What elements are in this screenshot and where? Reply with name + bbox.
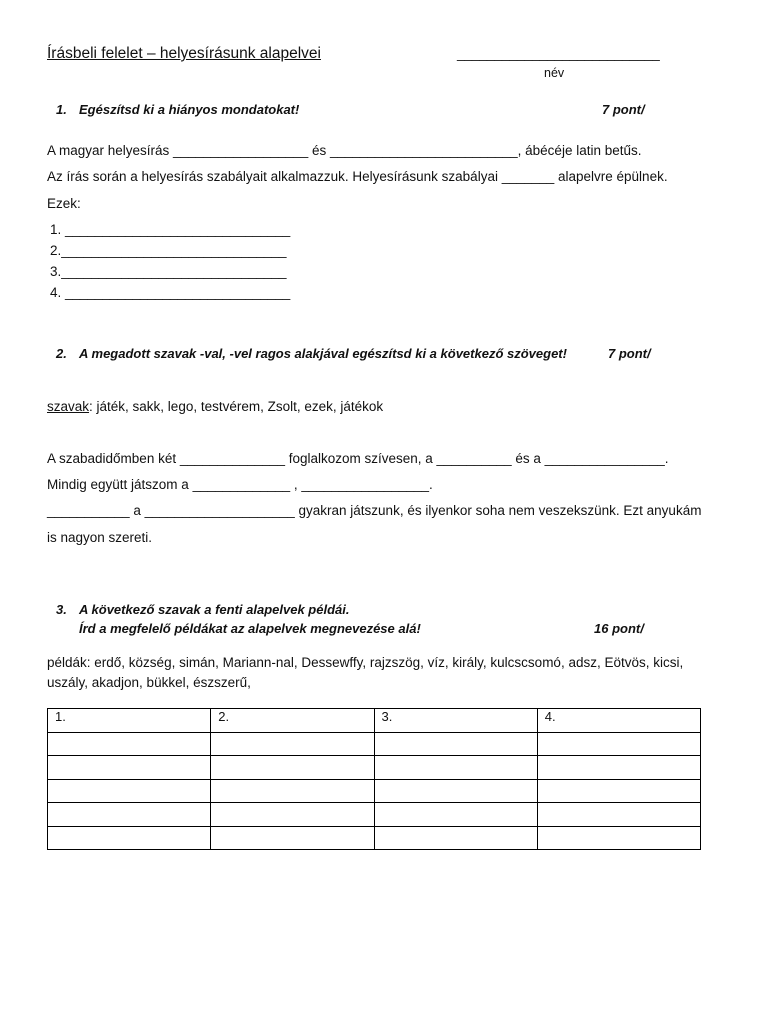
table-cell[interactable] — [374, 756, 537, 780]
name-blank[interactable]: ___________________________ — [457, 46, 660, 61]
task3-instruction-1: A következő szavak a fenti alapelvek példái. — [79, 602, 350, 617]
table-header-row — [48, 709, 701, 733]
task2-words-label: szavak — [47, 399, 90, 414]
table-cell[interactable] — [537, 756, 700, 780]
table-cell[interactable] — [211, 779, 374, 803]
table-cell[interactable] — [374, 803, 537, 827]
table-cell[interactable] — [537, 779, 700, 803]
task3-examples-line1: példák: erdő, község, simán, Mariann-nal, Dessewffy, rajzszög, víz, király, kulcscsomó, adsz, Eötvös, kicsi, — [47, 655, 684, 670]
task3-examples-line2: uszály, akadjon, bükkel, észszerű, — [47, 675, 251, 690]
task1-list-item-2[interactable]: 2.______________________________ — [50, 243, 287, 258]
table-cell[interactable] — [48, 803, 211, 827]
table-cell[interactable] — [374, 732, 537, 756]
task1-list-item-3[interactable]: 3.______________________________ — [50, 264, 287, 279]
table-cell[interactable] — [537, 826, 700, 850]
table-row — [48, 779, 701, 803]
table-row — [48, 756, 701, 780]
task1-list-item-4[interactable]: 4. ______________________________ — [50, 285, 291, 300]
task3-points: 16 pont/ — [594, 621, 644, 636]
table-header-cell-1: 1. — [48, 709, 211, 733]
name-label: név — [544, 66, 565, 80]
task2-words-list: : játék, sakk, lego, testvérem, Zsolt, ezek, játékok — [89, 399, 384, 414]
task1-ezek-label: Ezek: — [47, 196, 81, 211]
table-cell[interactable] — [48, 756, 211, 780]
task3-number: 3. — [56, 602, 67, 617]
task1-sentence1[interactable]: A magyar helyesírás __________________ és _________________________, ábécéje latin betűs. — [47, 143, 642, 158]
task1-instruction: Egészítsd ki a hiányos mondatokat! — [79, 102, 300, 117]
task2-line2[interactable]: Mindig együtt játszom a _____________ , _________________. — [47, 477, 433, 492]
task3-instruction-2: Írd a megfelelő példákat az alapelvek megnevezése alá! — [79, 621, 421, 636]
table-cell[interactable] — [211, 803, 374, 827]
table-cell[interactable] — [211, 756, 374, 780]
table-cell[interactable] — [48, 732, 211, 756]
table-cell[interactable] — [211, 732, 374, 756]
table-header-cell-4: 4. — [537, 709, 700, 733]
table-cell[interactable] — [48, 779, 211, 803]
task1-number: 1. — [56, 102, 67, 117]
task1-list-item-1[interactable]: 1. ______________________________ — [50, 222, 291, 237]
task1-sentence2[interactable]: Az írás során a helyesírás szabályait alkalmazzuk. Helyesírásunk szabályai _______ alapelvre épülnek. — [47, 169, 668, 184]
task2-number: 2. — [56, 346, 67, 361]
task2-line4: is nagyon szereti. — [47, 530, 153, 545]
table-row — [48, 826, 701, 850]
table-row — [48, 732, 701, 756]
table-header-cell-3: 3. — [374, 709, 537, 733]
page-title: Írásbeli felelet – helyesírásunk alapelvei — [47, 45, 321, 62]
table-cell[interactable] — [374, 779, 537, 803]
table-header-cell-2: 2. — [211, 709, 374, 733]
task2-words-row — [47, 399, 383, 414]
table-cell[interactable] — [537, 732, 700, 756]
table-cell[interactable] — [537, 803, 700, 827]
table-cell[interactable] — [48, 826, 211, 850]
table-cell[interactable] — [374, 826, 537, 850]
task3-answer-table — [47, 708, 701, 850]
task2-instruction: A megadott szavak -val, -vel ragos alakjával egészítsd ki a következő szöveget! — [79, 346, 567, 361]
table-cell[interactable] — [211, 826, 374, 850]
task2-line3[interactable]: ___________ a ____________________ gyakran játszunk, és ilyenkor soha nem veszekszünk. Ezt anyukám — [47, 503, 702, 518]
table-row — [48, 803, 701, 827]
task2-points: 7 pont/ — [608, 346, 651, 361]
task1-points: 7 pont/ — [602, 102, 645, 117]
task2-line1[interactable]: A szabadidőmben két ______________ foglalkozom szívesen, a __________ és a ________________. — [47, 451, 669, 466]
